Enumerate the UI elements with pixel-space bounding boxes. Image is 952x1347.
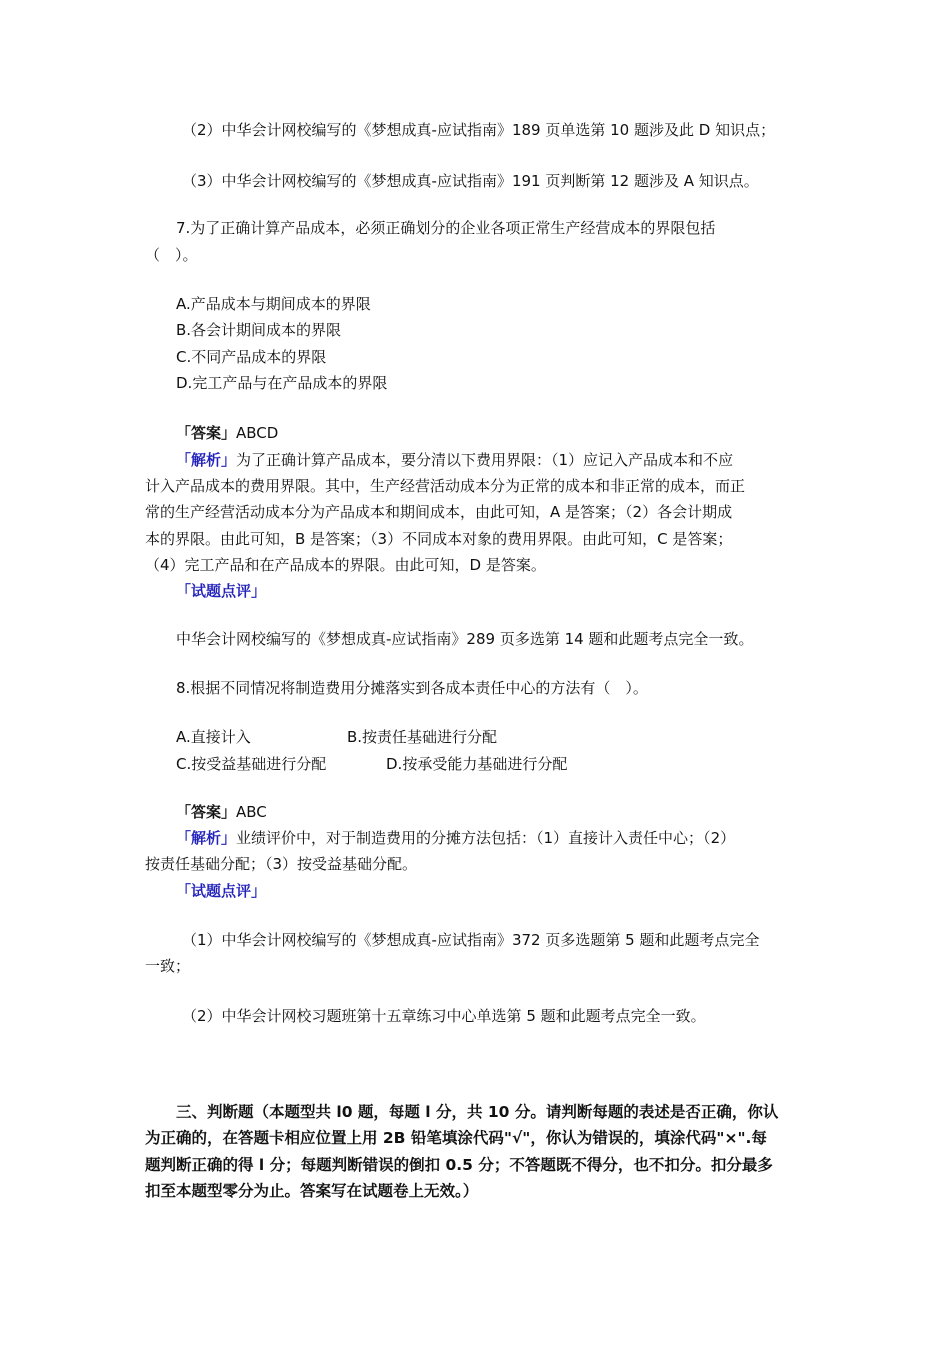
q6-reference-2: （2）中华会计网校编写的《梦想成真-应试指南》189 页单选第 10 题涉及此 D 知识点； (182, 121, 776, 139)
q8-review-line1-cont: 一致； (145, 957, 191, 975)
section3-instructions-line4: 扣至本题型零分为止。答案写在试题卷上无效。） (145, 1182, 479, 1200)
q8-option-a: A.直接计入 (176, 728, 251, 746)
q8-answer-label: 「答案」 (176, 803, 237, 821)
q7-answer-label: 「答案」 (176, 424, 237, 442)
q7-stem-line2: （ ）。 (145, 246, 198, 264)
q7-analysis-label: 「解析」 (176, 451, 237, 469)
q7-answer (176, 423, 278, 443)
q8-analysis-text: 业绩评价中，对于制造费用的分摊方法包括：（1）直接计入责任中心；（2） (236, 829, 736, 847)
q7-analysis-line1 (176, 450, 733, 470)
q8-answer-value: ABC (236, 803, 267, 821)
q8-review-line1: （1）中华会计网校编写的《梦想成真-应试指南》372 页多选题第 5 题和此题考点完全 (182, 931, 760, 949)
section3-instructions-line2: 为正确的，在答题卡相应位置上用 2B 铅笔填涂代码"√"，你认为错误的，填涂代码"×".每 (145, 1129, 767, 1147)
q8-stem: 8.根据不同情况将制造费用分摊落实到各成本责任中心的方法有（ ）。 (176, 679, 648, 697)
q7-answer-value: ABCD (236, 424, 279, 442)
section3-instructions-line3: 题判断正确的得 l 分；每题判断错误的倒扣 0.5 分；不答题既不得分，也不扣分。扣分最多 (145, 1156, 773, 1174)
q8-option-c: C.按受益基础进行分配 (176, 755, 327, 773)
q7-option-d: D.完工产品与在产品成本的界限 (176, 374, 388, 392)
q8-review-label: 「试题点评」 (176, 882, 267, 900)
q7-option-c: C.不同产品成本的界限 (176, 348, 327, 366)
q6-reference-3: （3）中华会计网校编写的《梦想成真-应试指南》191 页判断第 12 题涉及 A 知识点。 (182, 172, 759, 190)
q7-review-label: 「试题点评」 (176, 582, 267, 600)
q7-option-b: B.各会计期间成本的界限 (176, 321, 342, 339)
q8-analysis-line1 (176, 828, 735, 848)
q8-analysis-label: 「解析」 (176, 829, 237, 847)
q8-answer (176, 802, 267, 822)
q8-option-b: B.按责任基础进行分配 (347, 728, 498, 746)
q7-analysis-line3: 常的生产经营活动成本分为产品成本和期间成本，由此可知，A 是答案；（2）各会计期成 (145, 503, 733, 521)
q8-analysis-line2: 按责任基础分配；（3）按受益基础分配。 (145, 855, 418, 873)
q7-review-text: 中华会计网校编写的《梦想成真-应试指南》289 页多选第 14 题和此题考点完全一致。 (176, 630, 754, 648)
q7-analysis-text: 为了正确计算产品成本，要分清以下费用界限：（1）应记入产品成本和不应 (236, 451, 734, 469)
q7-analysis-line5: （4）完工产品和在产品成本的界限。由此可知，D 是答案。 (145, 556, 546, 574)
q7-stem-line1: 7.为了正确计算产品成本，必须正确划分的企业各项正常生产经营成本的界限包括 (176, 219, 716, 237)
section3-instructions-line1: 三、判断题（本题型共 l0 题，每题 l 分，共 10 分。请判断每题的表述是否正确，你认 (176, 1103, 779, 1121)
q7-analysis-line2: 计入产品成本的费用界限。其中，生产经营活动成本分为正常的成本和非正常的成本，而正 (145, 477, 746, 495)
q7-option-a: A.产品成本与期间成本的界限 (176, 295, 371, 313)
q8-review-line2: （2）中华会计网校习题班第十五章练习中心单选第 5 题和此题考点完全一致。 (182, 1007, 706, 1025)
q8-option-d: D.按承受能力基础进行分配 (386, 755, 568, 773)
q7-analysis-line4: 本的界限。由此可知，B 是答案；（3）不同成本对象的费用界限。由此可知，C 是答案； (145, 530, 733, 548)
